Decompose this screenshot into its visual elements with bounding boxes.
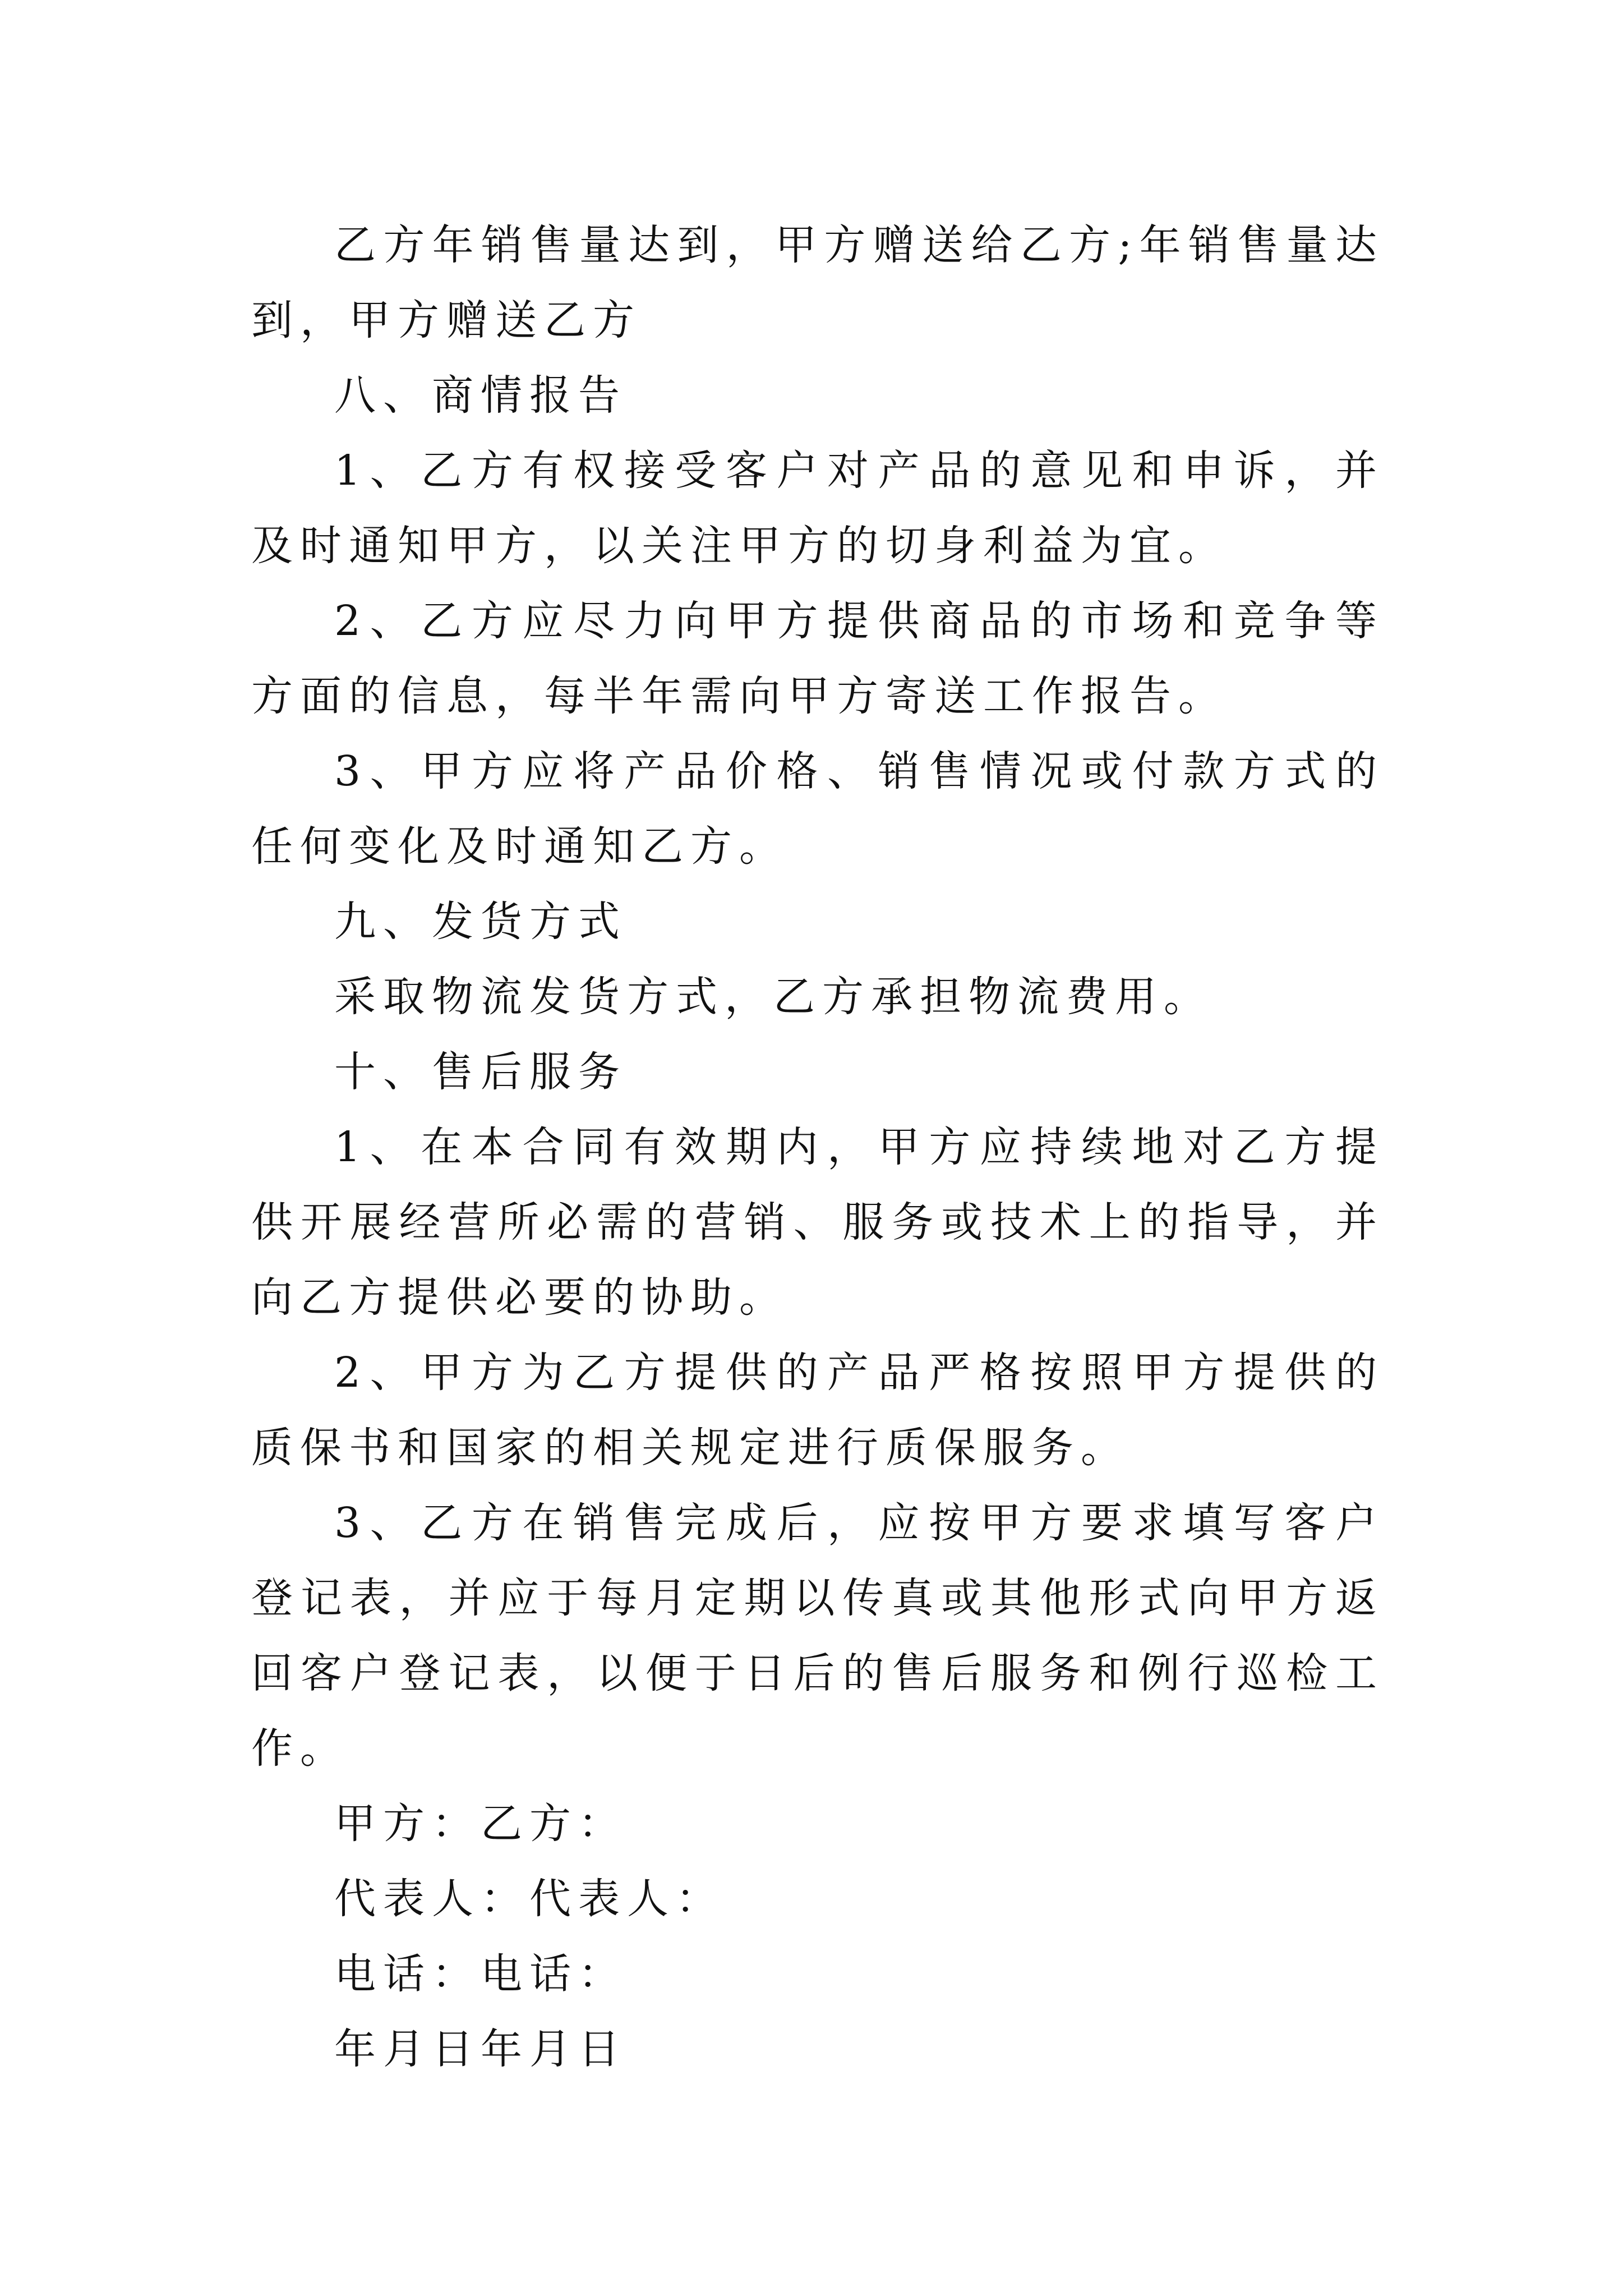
paragraph-after-sales-item-1: 1、在本合同有效期内，甲方应持续地对乙方提供开展经营所必需的营销、服务或技术上的指导，并向乙方提供必要的协助。 (251, 1123, 1384, 1322)
document-body (251, 208, 1384, 2087)
paragraph-gift-terms: 乙方年销售量达到，甲方赠送给乙方;年销售量达到，甲方赠送乙方 (251, 221, 1384, 344)
signature-representatives: 代表人：代表人： (334, 1875, 725, 1923)
signature-dates: 年月日年月日 (334, 2025, 627, 2073)
section-heading-business-report: 八、商情报告 (334, 371, 627, 420)
signature-parties: 甲方：乙方： (334, 1800, 627, 1848)
paragraph-shipping: 采取物流发货方式，乙方承担物流费用。 (334, 973, 1212, 1021)
paragraph-report-item-1: 1、乙方有权接受客户对产品的意见和申诉，并及时通知甲方，以关注甲方的切身利益为宜。 (251, 447, 1384, 570)
section-heading-after-sales: 十、售后服务 (334, 1048, 627, 1096)
section-heading-shipping: 九、发货方式 (334, 898, 627, 946)
paragraph-after-sales-item-3: 3、乙方在销售完成后，应按甲方要求填写客户登记表，并应于每月定期以传真或其他形式向甲方返回客户登记表，以便于日后的售后服务和例行巡检工作。 (251, 1499, 1384, 1773)
paragraph-after-sales-item-2: 2、甲方为乙方提供的产品严格按照甲方提供的质保书和国家的相关规定进行质保服务。 (251, 1349, 1384, 1472)
paragraph-report-item-2: 2、乙方应尽力向甲方提供商品的市场和竞争等方面的信息，每半年需向甲方寄送工作报告。 (251, 597, 1384, 720)
signature-phones: 电话：电话： (334, 1950, 627, 1998)
paragraph-report-item-3: 3、甲方应将产品价格、销售情况或付款方式的任何变化及时通知乙方。 (251, 747, 1384, 871)
